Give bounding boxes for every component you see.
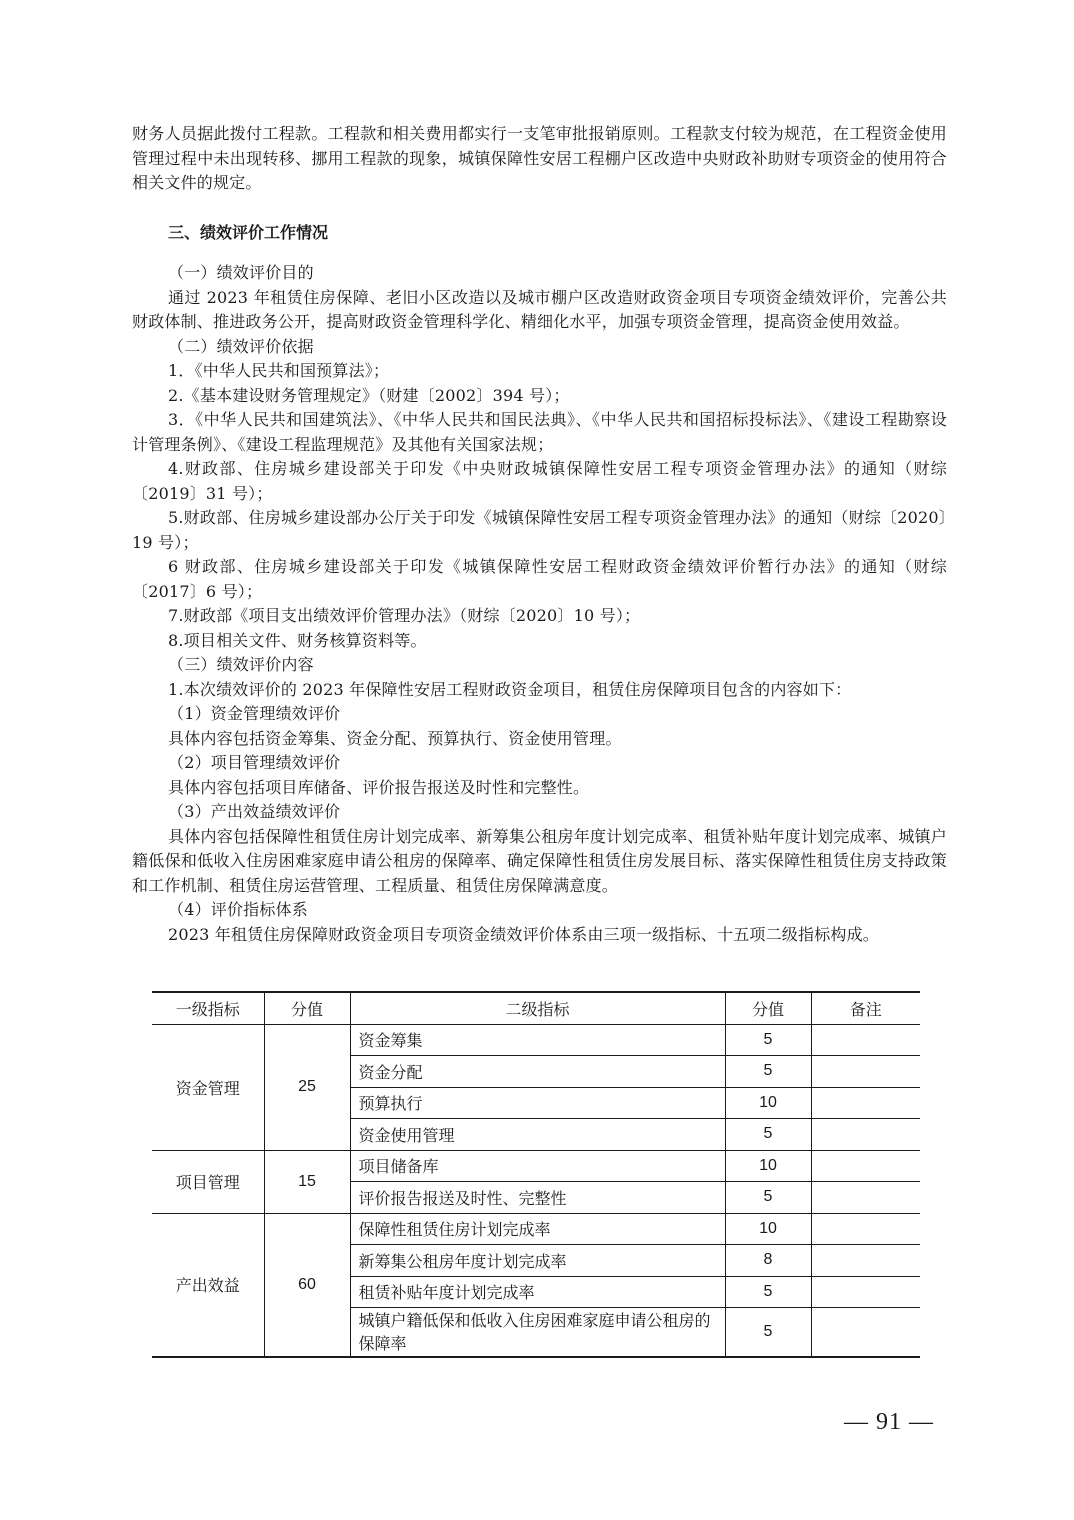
level2-score: 5 — [725, 1276, 811, 1308]
list-item: 6 财政部、住房城乡建设部关于印发《城镇保障性安居工程财政资金绩效评价暂行办法》的通知（财综〔2017〕6 号）； — [132, 557, 947, 601]
level1-indicator: 产出效益 — [152, 1213, 264, 1357]
remark-cell — [811, 1056, 920, 1088]
list-item: 7.财政部《项目支出绩效评价管理办法》（财综〔2020〕10 号）； — [168, 606, 641, 625]
section-heading: 三、绩效评价工作情况 — [168, 222, 329, 242]
level2-indicator: 评价报告报送及时性、完整性 — [350, 1182, 725, 1214]
subsection-title: （二）绩效评价依据 — [168, 336, 314, 356]
header-cell: 二级指标 — [350, 992, 725, 1024]
level2-indicator: 预算执行 — [350, 1087, 725, 1119]
table-row — [152, 1150, 920, 1182]
level1-indicator: 资金管理 — [152, 1024, 264, 1150]
subsection-title: （一）绩效评价目的 — [168, 263, 314, 282]
table-header-row — [152, 992, 920, 1024]
level2-score: 5 — [725, 1308, 811, 1358]
level1-score: 25 — [264, 1024, 350, 1150]
point-title: （1）资金管理绩效评价 — [168, 704, 341, 723]
paragraph: 2023 年租赁住房保障财政资金项目专项资金绩效评价体系由三项一级指标、十五项二级指标构成。 — [168, 924, 880, 944]
remark-cell — [811, 1119, 920, 1151]
header-cell: 分值 — [725, 992, 811, 1024]
level1-score: 15 — [264, 1150, 350, 1213]
point-title: （3）产出效益绩效评价 — [168, 802, 341, 821]
list-item: 3．《中华人民共和国建筑法》、《中华人民共和国民法典》、《中华人民共和国招标投标法》、《建设工程勘察设计管理条例》、《建设工程监理规范》及其他有关国家法规； — [132, 410, 947, 454]
header-cell: 分值 — [264, 992, 350, 1024]
level2-score: 5 — [725, 1182, 811, 1214]
indicator-table — [152, 991, 920, 1358]
paragraph: 具体内容包括保障性租赁住房计划完成率、新筹集公租房年度计划完成率、租赁补贴年度计划完成率、城镇户籍低保和低收入住房困难家庭申请公租房的保障率、确定保障性租赁住房发展目标、落实保障性租赁住房支持政策和工作机制、租赁住房运营管理、工程质量、租赁住房保障满意度。 — [132, 826, 947, 895]
document-body — [132, 122, 947, 947]
level2-score: 10 — [725, 1087, 811, 1119]
list-item: 1．《中华人民共和国预算法》； — [168, 361, 390, 380]
paragraph: 1.本次绩效评价的 2023 年保障性安居工程财政资金项目，租赁住房保障项目包含的内容如下： — [168, 679, 852, 699]
remark-cell — [811, 1087, 920, 1119]
list-item: 4.财政部、住房城乡建设部关于印发《中央财政城镇保障性安居工程专项资金管理办法》的通知（财综〔2019〕31 号）； — [132, 459, 947, 503]
level2-score: 8 — [725, 1245, 811, 1277]
level2-score: 5 — [725, 1024, 811, 1056]
paragraph: 具体内容包括资金筹集、资金分配、预算执行、资金使用管理。 — [168, 728, 622, 748]
level2-indicator: 资金使用管理 — [350, 1119, 725, 1151]
intro-paragraph: 财务人员据此拨付工程款。工程款和相关费用都实行一支笔审批报销原则。工程款支付较为规范，在工程资金使用管理过程中未出现转移、挪用工程款的现象，城镇保障性安居工程棚户区改造中央财政补助财专项资金的使用符合相关文件的规定。 — [132, 124, 947, 192]
level2-score: 5 — [725, 1056, 811, 1088]
level2-score: 10 — [725, 1213, 811, 1245]
level2-score: 10 — [725, 1150, 811, 1182]
table-row — [152, 1024, 920, 1056]
level2-indicator: 城镇户籍低保和低收入住房困难家庭申请公租房的保障率 — [350, 1308, 725, 1358]
remark-cell — [811, 1150, 920, 1182]
level2-indicator: 租赁补贴年度计划完成率 — [350, 1276, 725, 1308]
paragraph: 通过 2023 年租赁住房保障、老旧小区改造以及城市棚户区改造财政资金项目专项资金绩效评价，完善公共财政体制、推进政务公开，提高财政资金管理科学化、精细化水平，加强专项资金管理，提高资金使用效益。 — [132, 287, 947, 331]
level2-indicator: 资金分配 — [350, 1056, 725, 1088]
page-number: — 91 — — [844, 1409, 934, 1435]
level1-score: 60 — [264, 1213, 350, 1357]
list-item: 8.项目相关文件、财务核算资料等。 — [168, 630, 427, 650]
level2-indicator: 保障性租赁住房计划完成率 — [350, 1213, 725, 1245]
subsection-title: （三）绩效评价内容 — [168, 655, 314, 674]
list-item: 5.财政部、住房城乡建设部办公厅关于印发《城镇保障性安居工程专项资金管理办法》的通知（财综〔2020〕19 号）； — [132, 508, 947, 552]
list-item: 2.《基本建设财务管理规定》（财建〔2002〕394 号）； — [168, 385, 570, 405]
remark-cell — [811, 1308, 920, 1358]
level2-indicator: 资金筹集 — [350, 1024, 725, 1056]
remark-cell — [811, 1024, 920, 1056]
remark-cell — [811, 1245, 920, 1277]
level2-score: 5 — [725, 1119, 811, 1151]
remark-cell — [811, 1276, 920, 1308]
remark-cell — [811, 1182, 920, 1214]
header-cell: 备注 — [811, 992, 920, 1024]
header-cell: 一级指标 — [152, 992, 264, 1024]
point-title: （4）评价指标体系 — [168, 900, 308, 919]
point-title: （2）项目管理绩效评价 — [168, 753, 341, 772]
level1-indicator: 项目管理 — [152, 1150, 264, 1213]
level2-indicator: 项目储备库 — [350, 1150, 725, 1182]
paragraph: 具体内容包括项目库储备、评价报告报送及时性和完整性。 — [168, 777, 590, 797]
remark-cell — [811, 1213, 920, 1245]
level2-indicator: 新筹集公租房年度计划完成率 — [350, 1245, 725, 1277]
table-row — [152, 1213, 920, 1245]
